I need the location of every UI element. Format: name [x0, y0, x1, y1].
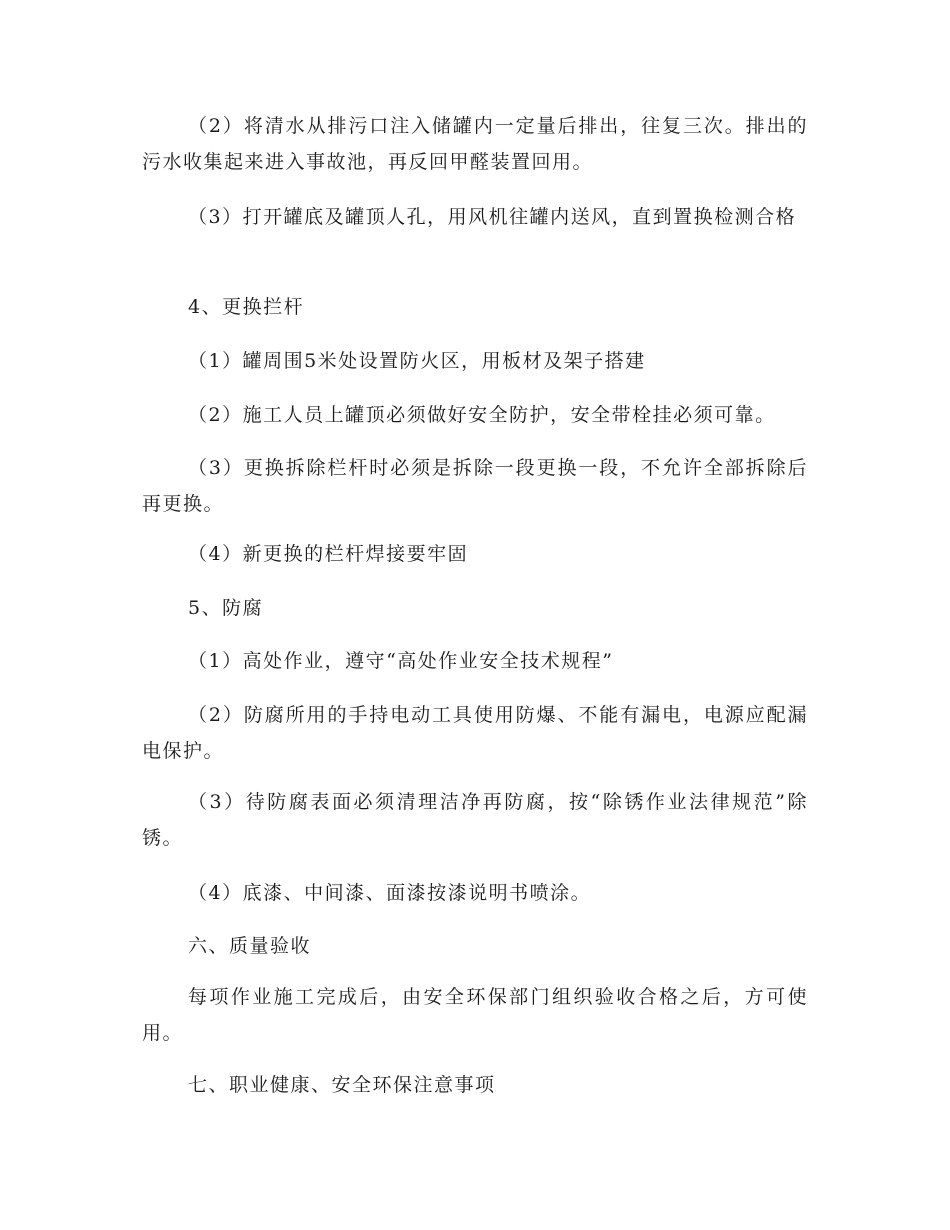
paragraph-clean-water-flush: （2）将清水从排污口注入储罐内一定量后排出，往复三次。排出的污水收集起来进入事故池，再反回甲醛装置回用。 — [142, 115, 808, 173]
paragraph-power-tools: （2）防腐所用的手持电动工具使用防爆、不能有漏电，电源应配漏电保护。 — [142, 704, 808, 762]
heading-occupational-health: 七、职业健康、安全环保注意事项 — [188, 1074, 496, 1096]
paragraph-railing-removal: （3）更换拆除栏杆时必须是拆除一段更换一段，不允许全部拆除后再更换。 — [142, 457, 808, 515]
paragraph-height-work: （1）高处作业，遵守“高处作业安全技术规程” — [188, 650, 614, 672]
paragraph-surface-cleaning: （3）待防腐表面必须清理洁净再防腐，按“除锈作业法律规范”除锈。 — [142, 791, 808, 849]
paragraph-paint-spraying: （4）底漆、中间漆、面漆按漆说明书喷涂。 — [188, 882, 592, 904]
heading-quality-acceptance: 六、质量验收 — [188, 935, 312, 957]
paragraph-acceptance: 每项作业施工完成后，由安全环保部门组织验收合格之后，方可使用。 — [142, 986, 808, 1044]
paragraph-open-manholes: （3）打开罐底及罐顶人孔，用风机往罐内送风，直到置换检测合格 — [188, 206, 797, 228]
paragraph-welding: （4）新更换的栏杆焊接要牢固 — [188, 543, 469, 565]
paragraph-fire-zone: （1）罐周围5米处设置防火区，用板材及架子搭建 — [188, 350, 646, 372]
heading-anticorrosion: 5、防腐 — [188, 597, 264, 619]
paragraph-roof-safety: （2）施工人员上罐顶必须做好安全防护，安全带栓挂必须可靠。 — [188, 404, 776, 426]
heading-replace-railing: 4、更换拦杆 — [188, 296, 305, 318]
